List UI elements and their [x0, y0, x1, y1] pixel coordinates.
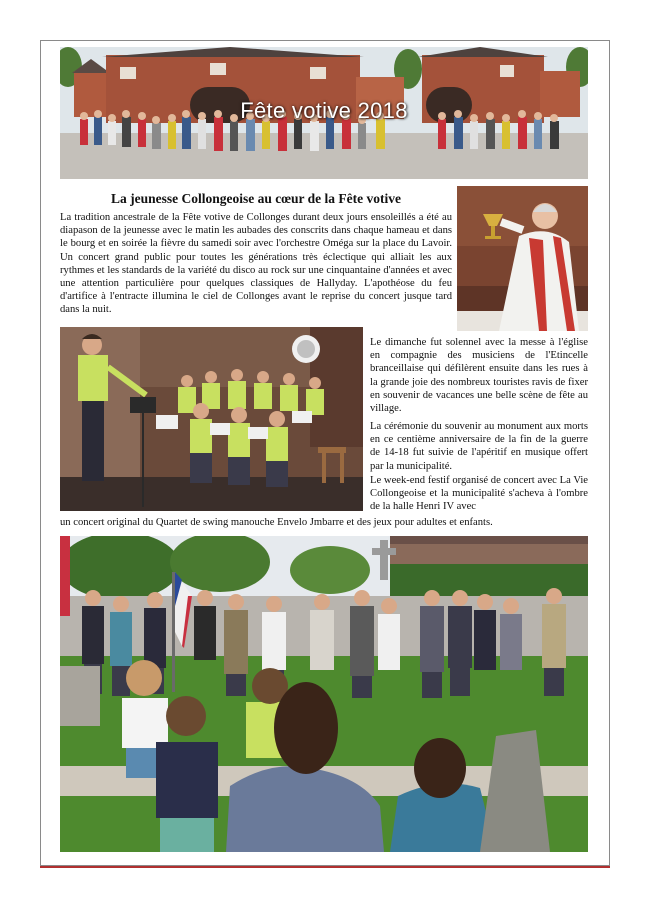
priest-photo	[457, 186, 588, 331]
article-headline: La jeunesse Collongeoise au cœur de la Fête votive	[111, 191, 401, 206]
paragraph-3: La cérémonie du souvenir au monument aux morts en ce centième anniversaire de la fin de la guerre de 14-18 fut suivie de l'apéritif en musique offert par la municipalité.	[370, 421, 588, 472]
orchestra-photo	[60, 327, 363, 511]
banner-title: Fête votive 2018	[240, 98, 408, 123]
paragraph-2: Le dimanche fut solennel avec la messe à l'église en compagnie des musiciens de l'Etincelle branceillaise qui défilèrent ensuite dans les rues à la grande joie des nombreux touristes ravis de fixer en souvenir de vacances une belle scène de fête au village.	[370, 337, 588, 415]
bottom-rule	[40, 866, 610, 868]
paragraph-1: La tradition ancestrale de la Fête votive de Collonges durant deux jours ensoleillés a été au diapason de la jeunesse avec le matin les aubades des conscrits dans chaque hameau et dans le bourg et en soirée la fièvre du samedi soir avec l'orchestre Oméga sur la place du Lavoir. Un concert grand public pour toutes les générations très éclectique qui alliait les aux rythmes et les standards de la variété du disco au rock sur une cinquantaine d'années et avec une attention particulière pour quelques classiques de Hallyday. L'apothéose du feu d'artifice à l'entracte illumina le ciel de Collonges avant le reprise du concert jusque tard dans la nuit.	[60, 212, 452, 316]
paragraph-4: Le week-end festif organisé de concert avec La Vie Collongeoise et la municipalité s'acheva à l'ombre de la halle Henri IV avec	[370, 475, 588, 513]
ceremony-photo	[60, 536, 588, 852]
paragraph-4-tail: un concert original du Quartet de swing manouche Envelo Jmbarre et des jeux pour adultes et enfants.	[60, 517, 493, 528]
